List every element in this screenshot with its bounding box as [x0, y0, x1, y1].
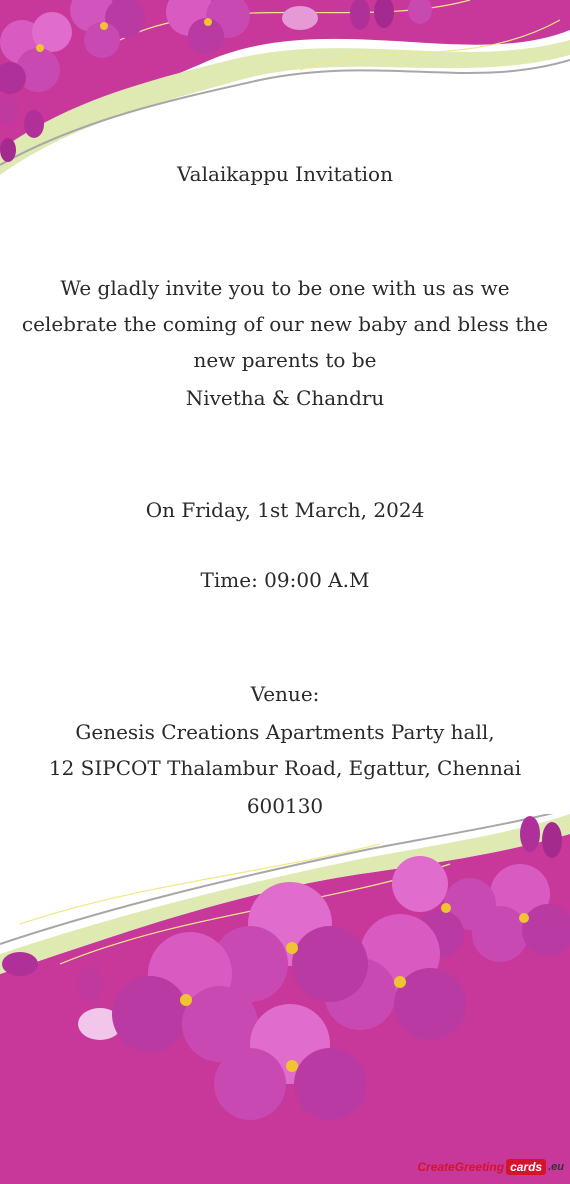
venue-line: Genesis Creations Apartments Party hall, — [75, 720, 495, 744]
logo-text: .eu — [548, 1161, 564, 1173]
parents-names: Nivetha & Chandru — [185, 386, 385, 410]
invitation-message-line: We gladly invite you to be one with us as we — [60, 276, 510, 300]
event-date: On Friday, 1st March, 2024 — [145, 498, 425, 522]
invitation-title: Valaikappu Invitation — [177, 162, 393, 186]
bottom-floral-decoration — [0, 814, 570, 1184]
logo-text: cards — [506, 1159, 546, 1175]
invitation-message-line: new parents to be — [193, 348, 377, 372]
event-time: Time: 09:00 A.M — [200, 568, 370, 592]
venue-line: 12 SIPCOT Thalambur Road, Egattur, Chennai — [48, 756, 522, 780]
venue-label: Venue: — [250, 682, 320, 706]
logo-text: CreateGreeting — [417, 1160, 505, 1174]
invitation-message-line: celebrate the coming of our new baby and bless the — [21, 312, 549, 336]
brand-logo[interactable] — [417, 1156, 564, 1178]
venue-line: 600130 — [246, 794, 324, 818]
